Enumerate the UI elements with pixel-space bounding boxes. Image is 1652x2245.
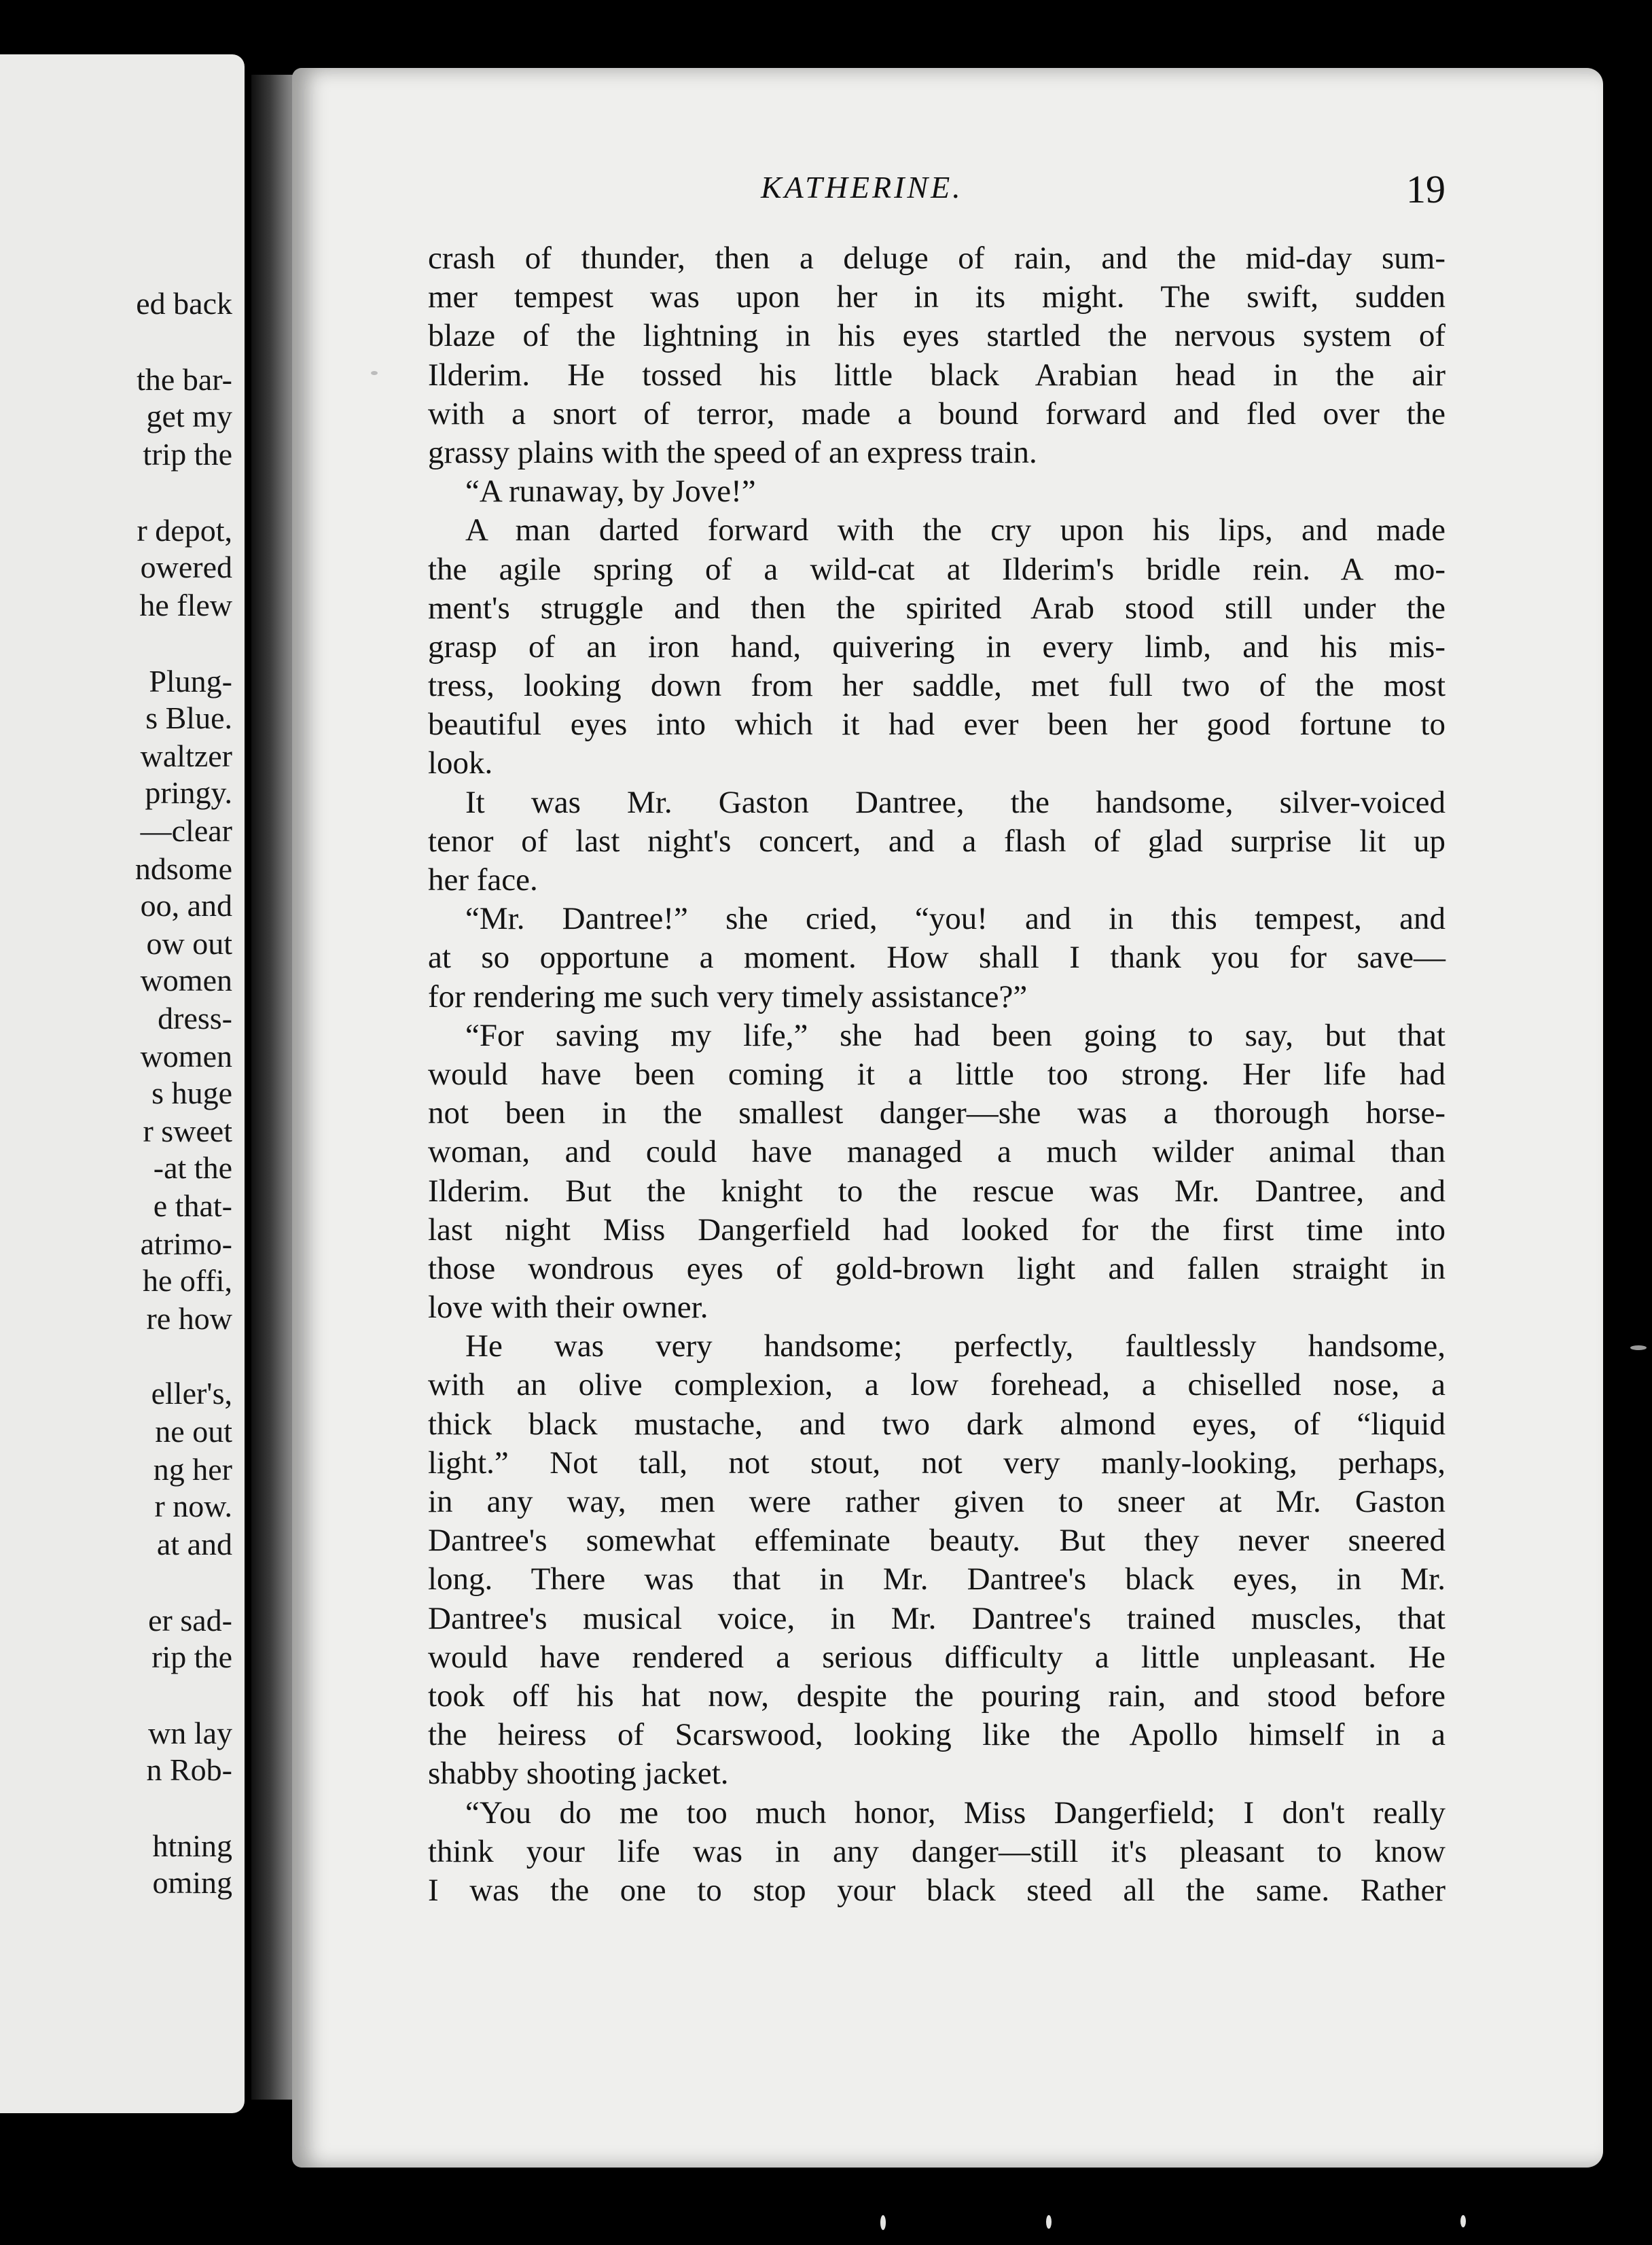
facing-page-line: ed back bbox=[136, 286, 232, 321]
text-line: “A runaway, by Jove!” bbox=[465, 474, 756, 510]
text-line: crash of thunder, then a deluge of rain, and the mid-day sum- bbox=[428, 241, 1446, 276]
facing-page-line: htning bbox=[152, 1828, 232, 1863]
text-line: with a snort of terror, made a bound forward and fled over the bbox=[428, 395, 1446, 431]
page-speck bbox=[1630, 1345, 1647, 1350]
facing-page-line: trip the bbox=[143, 437, 232, 472]
text-line: took off his hat now, despite the pouring rain, and stood before bbox=[428, 1678, 1446, 1714]
facing-page bbox=[0, 54, 245, 2113]
text-line: think your life was in any danger—still it's pleasant to know bbox=[428, 1833, 1446, 1869]
facing-page-line: he offi, bbox=[142, 1263, 232, 1298]
text-line: the agile spring of a wild-cat at Ilderim's bridle rein. A mo- bbox=[428, 551, 1446, 587]
text-line: shabby shooting jacket. bbox=[428, 1756, 729, 1792]
text-line: mer tempest was upon her in its might. The swift, sudden bbox=[428, 279, 1446, 315]
facing-page-line: get my bbox=[146, 399, 232, 434]
text-line: her face. bbox=[428, 862, 538, 898]
facing-page-line: owered bbox=[140, 550, 232, 584]
facing-page-line: r depot, bbox=[137, 513, 232, 548]
text-line: grasp of an iron hand, quivering in every limb, and his mis- bbox=[428, 629, 1446, 665]
text-line: tenor of last night's concert, and a flash of glad surprise lit up bbox=[428, 823, 1446, 859]
facing-page-line: r sweet bbox=[143, 1114, 232, 1148]
facing-page-line: —clear bbox=[140, 813, 232, 848]
text-line: for rendering me such very timely assistance?” bbox=[428, 978, 1028, 1014]
facing-page-line: eller's, bbox=[151, 1376, 232, 1411]
text-line: He was very handsome; perfectly, faultlessly handsome, bbox=[465, 1328, 1446, 1364]
page-speck bbox=[371, 371, 378, 375]
page-body bbox=[428, 239, 1446, 1910]
facing-page-line: women bbox=[140, 963, 232, 997]
facing-page-line: Plung- bbox=[149, 664, 232, 699]
text-line: “Mr. Dantree!” she cried, “you! and in this tempest, and bbox=[465, 901, 1446, 937]
facing-page-line: oming bbox=[152, 1865, 232, 1900]
page-speck bbox=[1046, 2215, 1052, 2229]
facing-page-line: n Rob- bbox=[146, 1752, 232, 1787]
text-line: the heiress of Scarswood, looking like the Apollo himself in a bbox=[428, 1717, 1446, 1753]
facing-page-line: ow out bbox=[146, 926, 232, 961]
text-line: in any way, men were rather given to sneer at Mr. Gaston bbox=[428, 1484, 1446, 1519]
facing-page-line: s huge bbox=[151, 1076, 232, 1110]
text-line: Dantree's musical voice, in Mr. Dantree's trained muscles, that bbox=[428, 1600, 1446, 1636]
text-line: long. There was that in Mr. Dantree's black eyes, in Mr. bbox=[428, 1561, 1446, 1597]
text-line: would have rendered a serious difficulty a little unpleasant. He bbox=[428, 1639, 1446, 1675]
running-head: KATHERINE. bbox=[761, 170, 963, 205]
text-line: A man darted forward with the cry upon his lips, and made bbox=[465, 512, 1446, 548]
facing-page-line: he flew bbox=[139, 588, 232, 622]
facing-page-line: rip the bbox=[151, 1640, 232, 1674]
facing-page-line: ne out bbox=[155, 1414, 232, 1449]
text-line: love with their owner. bbox=[428, 1290, 708, 1326]
text-line: I was the one to stop your black steed all the same. Rather bbox=[428, 1872, 1446, 1908]
facing-page-line: the bar- bbox=[137, 362, 232, 397]
text-line: It was Mr. Gaston Dantree, the handsome, silver-voiced bbox=[465, 784, 1446, 820]
facing-page-line: s Blue. bbox=[145, 701, 232, 735]
text-line: not been in the smallest danger—she was a thorough horse- bbox=[428, 1095, 1446, 1131]
facing-page-line: dress- bbox=[158, 1001, 232, 1036]
text-line: “You do me too much honor, Miss Dangerfield; I don't really bbox=[465, 1795, 1446, 1831]
text-line: Ilderim. But the knight to the rescue was Mr. Dantree, and bbox=[428, 1173, 1446, 1209]
text-line: look. bbox=[428, 745, 493, 781]
facing-page-line: wn lay bbox=[148, 1716, 232, 1750]
facing-page-line: r now. bbox=[154, 1489, 232, 1523]
text-line: “For saving my life,” she had been going to say, but that bbox=[465, 1017, 1446, 1053]
page-speck bbox=[880, 2215, 886, 2230]
facing-page-line: -at the bbox=[153, 1150, 232, 1185]
facing-page-line: at and bbox=[156, 1527, 232, 1561]
facing-page-line: pringy. bbox=[145, 775, 232, 810]
text-line: tress, looking down from her saddle, met full two of the most bbox=[428, 668, 1446, 704]
text-line: grassy plains with the speed of an express train. bbox=[428, 434, 1037, 470]
text-line: light.” Not tall, not stout, not very manly-looking, perhaps, bbox=[428, 1445, 1446, 1481]
text-line: thick black mustache, and two dark almond eyes, of “liquid bbox=[428, 1406, 1446, 1442]
facing-page-line: women bbox=[140, 1039, 232, 1074]
facing-page-line: ndsome bbox=[134, 851, 232, 886]
facing-page-line: atrimo- bbox=[140, 1226, 232, 1261]
text-line: would have been coming it a little too strong. Her life had bbox=[428, 1056, 1446, 1092]
text-line: blaze of the lightning in his eyes startled the nervous system of bbox=[428, 318, 1446, 354]
facing-page-line: ng her bbox=[153, 1452, 232, 1487]
text-line: ment's struggle and then the spirited Arab stood still under the bbox=[428, 590, 1446, 626]
text-line: beautiful eyes into which it had ever been her good fortune to bbox=[428, 707, 1446, 743]
text-line: at so opportune a moment. How shall I thank you for save— bbox=[428, 940, 1446, 976]
text-line: Ilderim. He tossed his little black Arabian head in the air bbox=[428, 357, 1446, 393]
facing-page-line: er sad- bbox=[148, 1603, 232, 1638]
text-line: those wondrous eyes of gold-brown light and fallen straight in bbox=[428, 1250, 1446, 1286]
facing-page-line: e that- bbox=[153, 1188, 232, 1223]
page-speck bbox=[1460, 2215, 1466, 2227]
facing-page-line: waltzer bbox=[140, 739, 232, 773]
facing-page-line: oo, and bbox=[140, 888, 232, 923]
text-line: with an olive complexion, a low forehead, a chiselled nose, a bbox=[428, 1367, 1446, 1403]
text-line: Dantree's somewhat effeminate beauty. But they never sneered bbox=[428, 1523, 1446, 1559]
text-line: woman, and could have managed a much wilder animal than bbox=[428, 1134, 1446, 1170]
facing-page-line: re how bbox=[146, 1301, 232, 1336]
text-line: last night Miss Dangerfield had looked for the first time into bbox=[428, 1212, 1446, 1248]
page-number: 19 bbox=[1406, 167, 1446, 211]
